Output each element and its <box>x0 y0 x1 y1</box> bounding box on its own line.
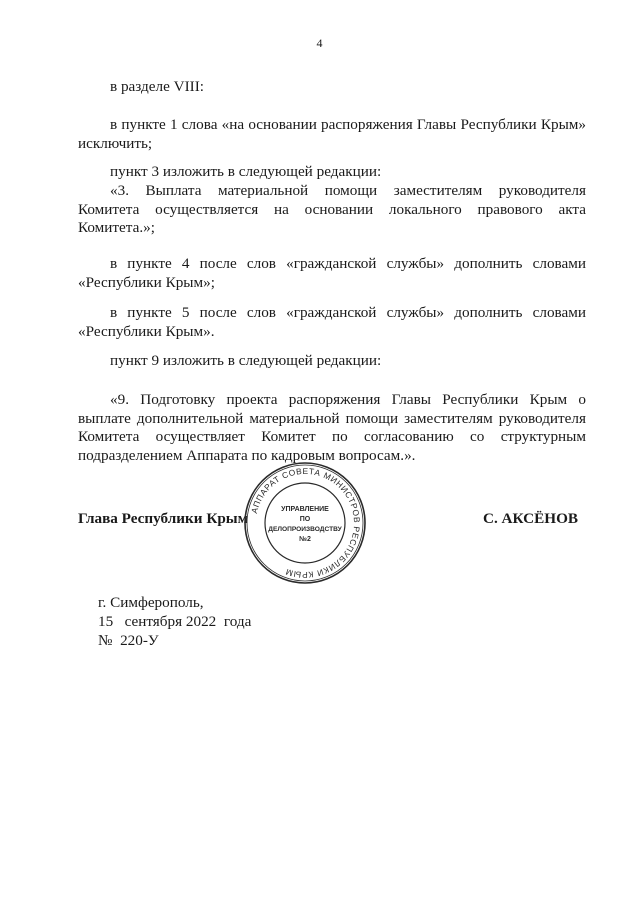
paragraph-item-1: в пункте 1 слова «на основании распоряжения Главы Республики Крым» исключить; <box>78 116 586 152</box>
page-number: 4 <box>316 36 323 50</box>
stamp-ring-text: АППАРАТ СОВЕТА МИНИСТРОВ РЕСПУБЛИКИ КРЫМ <box>249 465 363 581</box>
stamp-line-1: УПРАВЛЕНИЕ <box>281 506 329 513</box>
signatory-position: Глава Республики Крым <box>78 510 248 527</box>
stamp-line-3: ДЕЛОПРОИЗВОДСТВУ <box>268 526 342 533</box>
document-number: № 220-У <box>98 632 159 649</box>
document-date: 15 сентября 2022 года <box>98 613 252 630</box>
official-stamp <box>243 461 367 585</box>
stamp-line-4: №2 <box>299 536 311 543</box>
paragraph-item-3-text: «3. Выплата материальной помощи заместителям руководителя Комитета осуществляется на основании локального правового акта Комитета.»; <box>78 182 586 236</box>
signatory-name: С. АКСЁНОВ <box>483 510 579 527</box>
paragraph-item-4: в пункте 4 после слов «гражданской службы» дополнить словами «Республики Крым»; <box>78 255 586 291</box>
paragraph-section-viii: в разделе VIII: <box>110 78 204 95</box>
stamp-line-2: ПО <box>299 516 311 523</box>
paragraph-item-9-intro: пункт 9 изложить в следующей редакции: <box>110 352 382 369</box>
paragraph-item-9-text: «9. Подготовку проекта распоряжения Главы Республики Крым о выплате дополнительной материальной помощи заместителям руководителя Комитета осуществляет Комитет по согласованию со структурным подразделением Аппарата по кадровым вопросам.». <box>78 391 586 464</box>
paragraph-item-5: в пункте 5 после слов «гражданской службы» дополнить словами «Республики Крым». <box>78 304 586 340</box>
paragraph-item-3-intro: пункт 3 изложить в следующей редакции: <box>110 163 382 180</box>
document-city: г. Симферополь, <box>98 594 204 611</box>
